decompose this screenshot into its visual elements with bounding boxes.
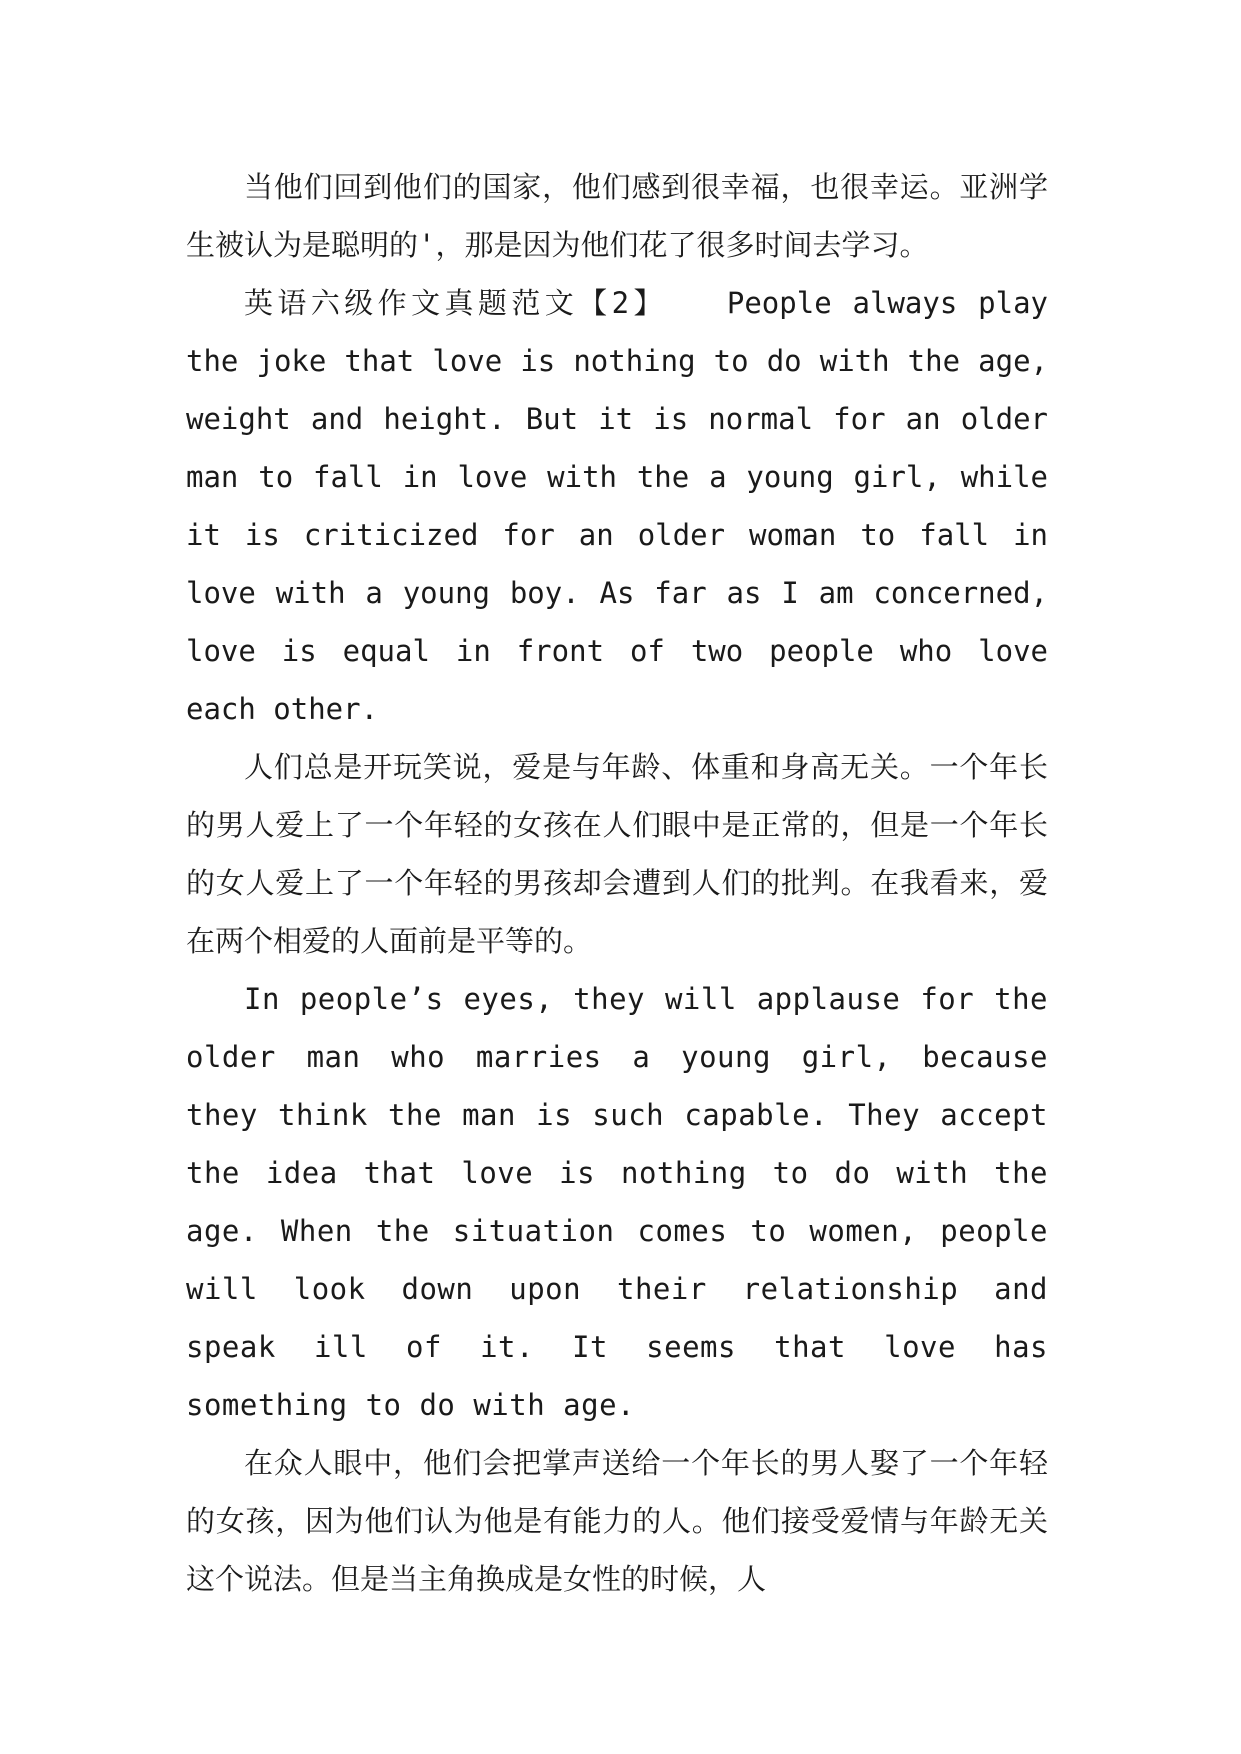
paragraph-intro-translation: 人们总是开玩笑说，爱是与年龄、体重和身高无关。一个年长的男人爱上了一个年轻的女孩在人们眼中是正常的，但是一个年长的女人爱上了一个年轻的男孩却会遭到人们的批判。在我看来，爱在两个相爱的人面前是平等的。 (186, 750, 1048, 958)
paragraph-essay-2-intro (186, 274, 1048, 738)
paragraph-peoples-eyes: In people’s eyes, they will applause for the older man who marries a young girl, because they think the man is such capable. They accept the idea that love is nothing to do with the age. When the situation comes to women, people will look down upon their relationship and speak ill of it. It seems that love has something to do with age. (186, 982, 1048, 1422)
essay-2-intro-text: People always play the joke that love is nothing to do with the age, weight and height. But it is normal for an older man to fall in love with the a young girl, while it is criticized for an older woman to fall in love with a young boy. As far as I am concerned, love is equal in front of two people who love each other. (186, 286, 1048, 726)
paragraph-asian-students: 当他们回到他们的国家，他们感到很幸福，也很幸运。亚洲学生被认为是聪明的'，那是因为他们花了很多时间去学习。 (186, 170, 1048, 262)
document-page (186, 158, 1048, 1608)
paragraph-peoples-eyes-translation: 在众人眼中，他们会把掌声送给一个年长的男人娶了一个年轻的女孩，因为他们认为他是有能力的人。他们接受爱情与年龄无关这个说法。但是当主角换成是女性的时候，人 (186, 1446, 1048, 1596)
essay-heading: 英语六级作文真题范文【2】 (244, 286, 667, 320)
